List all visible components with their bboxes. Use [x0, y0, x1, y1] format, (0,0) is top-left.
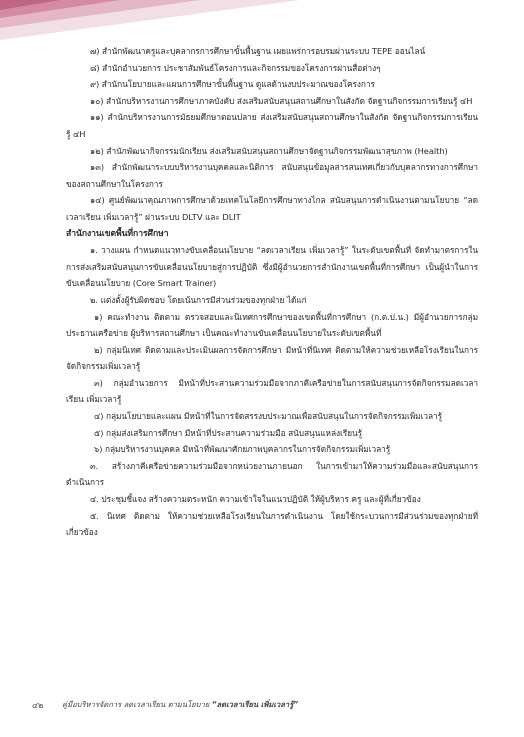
list-item: ๑๒) สำนักพัฒนากิจกรรมนักเรียน ส่งเสริมสนับสนุนสถานศึกษาจัดฐานกิจกรรมพัฒนาสุขภาพ (Health): [90, 145, 448, 156]
list-item: ๑๐) สำนักบริหารงานการศึกษาภาคบังคับ ส่งเสริมสนับสนุนสถานศึกษาในสังกัด จัดฐานกิจกรรมการเรียนรู้ ๔H: [90, 95, 473, 106]
list-item: ๑๓) สำนักพัฒนาระบบบริหารงานบุคคลและนิติการ สนับสนุนข้อมูลสารสนเทศเกี่ยวกับบุคลากรทางการศึกษาของสถานศึกษาในโครงการ: [66, 162, 478, 189]
list-item: ๒. แต่งตั้งผู้รับผิดชอบ โดยเน้นการมีส่วนร่วมของทุกฝ่าย ได้แก่: [90, 294, 307, 305]
sub-list-item: ๕) กลุ่มส่งเสริมการศึกษา มีหน้าที่ประสานความร่วมมือ สนับสนุนแหล่งเรียนรู้: [94, 427, 363, 438]
footer-title-text: คู่มือบริหารจัดการ ลดเวลาเรียน ตามนโยบาย: [62, 700, 212, 709]
list-item: ๕. นิเทศ ติดตาม ให้ความช่วยเหลือโรงเรียนในการดำเนินงาน โดยใช้กระบวนการมีส่วนร่วมของทุกฝ่ายที่เกี่ยวข้อง: [66, 510, 478, 538]
list-item: ๑. วางแผน กำหนดแนวทางขับเคลื่อนนโยบาย “ลดเวลาเรียน เพิ่มเวลารู้” ในระดับเขตพื้นที่ จัดทำมาตรการในการส่งเสริมสนับสนุนการขับเคลื่อนนโยบายสู่การปฏิบัติ ซึ่งมีผู้อำนวยการสำนักงานเขตพื้นที่การศึกษา เป็นผู้นำในการขับเคลื่อนนโยบาย (Core Smart Trainer): [66, 245, 478, 289]
list-item: ๔. ประชุมชี้แจง สร้างความตระหนัก ความเข้าใจในแนวปฏิบัติ ให้ผู้บริหาร ครู และผู้ที่เกี่ยวข้อง: [90, 494, 421, 505]
sub-list-item: ๒) กลุ่มนิเทศ ติดตามและประเมินผลการจัดการศึกษา มีหน้าที่นิเทศ ติดตามให้ความช่วยเหลือโรงเรียนในการจัดกิจกรรมเพิ่มเวลารู้: [66, 344, 478, 372]
list-item: ๑๔) ศูนย์พัฒนาคุณภาพการศึกษาด้วยเทคโนโลยีการศึกษาทางไกล สนับสนุนการดำเนินงานตามนโยบาย “ลดเวลาเรียน เพิ่มเวลารู้” ผ่านระบบ DLTV และ DLIT: [66, 195, 478, 222]
list-item: ๘) สำนักอำนวยการ ประชาสัมพันธ์โครงการและกิจกรรมของโครงการผ่านสื่อต่างๆ: [90, 62, 381, 73]
sub-list-item: ๖) กลุ่มบริหารงานบุคคล มีหน้าที่พัฒนาศักยภาพบุคลากรในการจัดกิจกรรมเพิ่มเวลารู้: [94, 444, 391, 455]
list-item: ๗) สำนักพัฒนาครูและบุคลากรการศึกษาขั้นพื้นฐาน เผยแพร่การอบรมผ่านระบบ TEPE ออนไลน์: [90, 46, 426, 56]
list-item: ๑๑) สำนักบริหารงานการมัธยมศึกษาตอนปลาย ส่งเสริมสนับสนุนสถานศึกษาในสังกัด จัดฐานกิจกรรมการเรียนรู้ ๔H: [66, 112, 478, 139]
page-number: ๔๒: [32, 701, 44, 710]
footer-title: [62, 699, 298, 711]
sub-list-item: ๔) กลุ่มนโยบายและแผน มีหน้าที่ในการจัดสรรงบประมาณเพื่อสนับสนุนในการจัดกิจกรรมเพิ่มเวลารู้: [94, 411, 443, 422]
sub-list-item: ๓) กลุ่มอำนวยการ มีหน้าที่ประสานความร่วมมือจากภาคีเครือข่ายในการสนับสนุนการจัดกิจกรรมลดเวลาเรียน เพิ่มเวลารู้: [66, 377, 478, 405]
list-item: ๙) สำนักนโยบายและแผนการศึกษาขั้นพื้นฐาน ดูแลด้านงบประมาณของโครงการ: [90, 79, 375, 90]
list-item: ๓. สร้างภาคีเครือข่ายความร่วมมือจากหน่วยงานภายนอก ในการเข้ามาให้ความร่วมมือและสนับสนุนการดำเนินการ: [66, 460, 478, 488]
page-body: [66, 43, 478, 541]
sub-list-item: ๑) คณะทำงาน ติดตาม ตรวจสอบและนิเทศการศึกษาของเขตพื้นที่การศึกษา (ก.ต.ป.น.) มีผู้อำนวยการกลุ่ม ประธานเครือข่าย ผู้บริหารสถานศึกษา เป็นคณะทำงานขับเคลื่อนนโยบายในระดับเขตพื้นที่: [66, 311, 478, 339]
page-footer: [32, 699, 492, 713]
section-heading: สำนักงานเขตพื้นที่การศึกษา: [66, 228, 169, 239]
footer-slogan: “ลดเวลาเรียน เพิ่มเวลารู้”: [211, 700, 299, 709]
